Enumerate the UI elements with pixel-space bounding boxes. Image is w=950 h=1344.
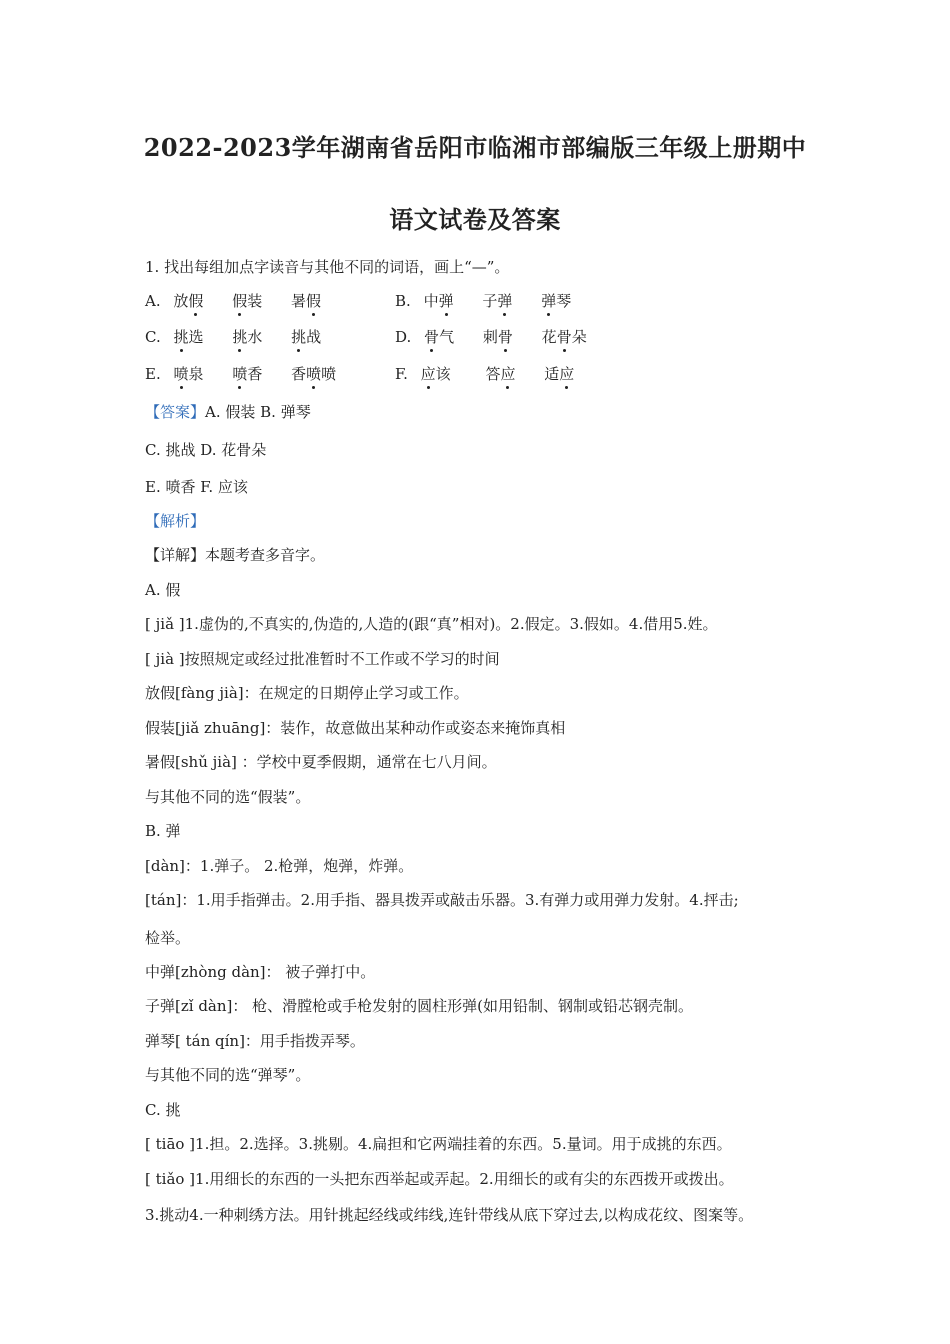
word: 假装 xyxy=(232,292,263,310)
word: 弹琴 xyxy=(541,292,572,310)
word: 花骨朵 xyxy=(541,328,587,346)
question-stem: 1. 找出每组加点字读音与其他不同的词语，画上“—”。 xyxy=(145,258,510,276)
detail-line: 与其他不同的选“弹琴”。 xyxy=(145,1066,311,1084)
word: 应该 xyxy=(420,365,451,383)
detail-line: 放假[fàng jià]：在规定的日期停止学习或工作。 xyxy=(145,684,469,702)
detail-line: C. 挑 xyxy=(145,1101,181,1119)
option-label: F. xyxy=(395,365,408,383)
option-a xyxy=(145,291,345,311)
detail-line: 检举。 xyxy=(145,929,191,947)
detail-line: [ tiǎo ]1.用细长的东西的一头把东西举起或弄起。2.用细长的或有尖的东西拨开或拨出。 xyxy=(145,1170,734,1188)
option-label: B. xyxy=(395,292,411,310)
analysis-tag: 【解析】 xyxy=(145,512,206,530)
word: 中弹 xyxy=(423,292,454,310)
option-e xyxy=(145,364,360,384)
answer-line-2: C. 挑战 D. 花骨朵 xyxy=(145,441,267,459)
word: 子弹 xyxy=(482,292,513,310)
answer-text: A. 假装 B. 弹琴 xyxy=(205,403,311,421)
option-label: E. xyxy=(145,365,161,383)
detail-line: [ jiǎ ]1.虚伪的,不真实的,伪造的,人造的(跟“真”相对)。2.假定。3.假如。4.借用5.姓。 xyxy=(145,615,718,633)
detail-line: 中弹[zhòng dàn]： 被子弹打中。 xyxy=(145,963,376,981)
option-b xyxy=(395,291,595,311)
option-d xyxy=(395,327,611,347)
detail-line: [ jià ]按照规定或经过批准暂时不工作或不学习的时间 xyxy=(145,650,500,668)
detail-line: [ tiāo ]1.担。2.选择。3.挑剔。4.扁担和它两端挂着的东西。5.量词。用于成挑的东西。 xyxy=(145,1135,732,1153)
detail-line: 3.挑动4.一种刺绣方法。用针挑起经线或纬线,连针带线从底下穿过去,以构成花纹、图案等。 xyxy=(145,1206,754,1224)
word: 喷泉 xyxy=(173,365,204,383)
document-title-line-1: 2022-2023学年湖南省岳阳市临湘市部编版三年级上册期中 xyxy=(143,133,807,162)
detail-line: 【详解】本题考查多音字。 xyxy=(145,546,326,564)
detail-line: 弹琴[ tán qín]：用手指拨弄琴。 xyxy=(145,1032,365,1050)
word: 适应 xyxy=(544,365,575,383)
detail-line: 子弹[zǐ dàn]： 枪、滑膛枪或手枪发射的圆柱形弹(如用铅制、钢制或铅芯钢壳制。 xyxy=(145,997,694,1015)
option-c xyxy=(145,327,345,347)
word: 暑假 xyxy=(291,292,322,310)
detail-line: A. 假 xyxy=(145,581,181,599)
detail-line: [tán]：1.用手指弹击。2.用手指、器具拨弄或敲击乐器。3.有弹力或用弹力发射。4.抨击; xyxy=(145,891,739,909)
detail-line: B. 弹 xyxy=(145,822,181,840)
answer-line-3: E. 喷香 F. 应该 xyxy=(145,478,248,496)
option-label: D. xyxy=(395,328,412,346)
word: 刺骨 xyxy=(482,328,513,346)
answer-tag: 【答案】 xyxy=(145,403,206,421)
word: 骨气 xyxy=(424,328,455,346)
document-title-line-2: 语文试卷及答案 xyxy=(389,205,561,234)
word: 挑选 xyxy=(173,328,204,346)
option-f xyxy=(395,364,598,384)
word: 放假 xyxy=(173,292,204,310)
word: 挑战 xyxy=(291,328,322,346)
word: 喷香 xyxy=(232,365,263,383)
option-label: C. xyxy=(145,328,161,346)
word: 香喷喷 xyxy=(291,365,337,383)
option-label: A. xyxy=(145,292,161,310)
word: 答应 xyxy=(485,365,516,383)
answer-line-1 xyxy=(145,402,311,422)
detail-line: [dàn]：1.弹子。 2.枪弹，炮弹，炸弹。 xyxy=(145,857,414,875)
detail-line: 与其他不同的选“假装”。 xyxy=(145,788,311,806)
detail-line: 假装[jiǎ zhuāng]：装作，故意做出某种动作或姿态来掩饰真相 xyxy=(145,719,566,737)
detail-line: 暑假[shǔ jià] ：学校中夏季假期，通常在七八月间。 xyxy=(145,753,497,771)
word: 挑水 xyxy=(232,328,263,346)
